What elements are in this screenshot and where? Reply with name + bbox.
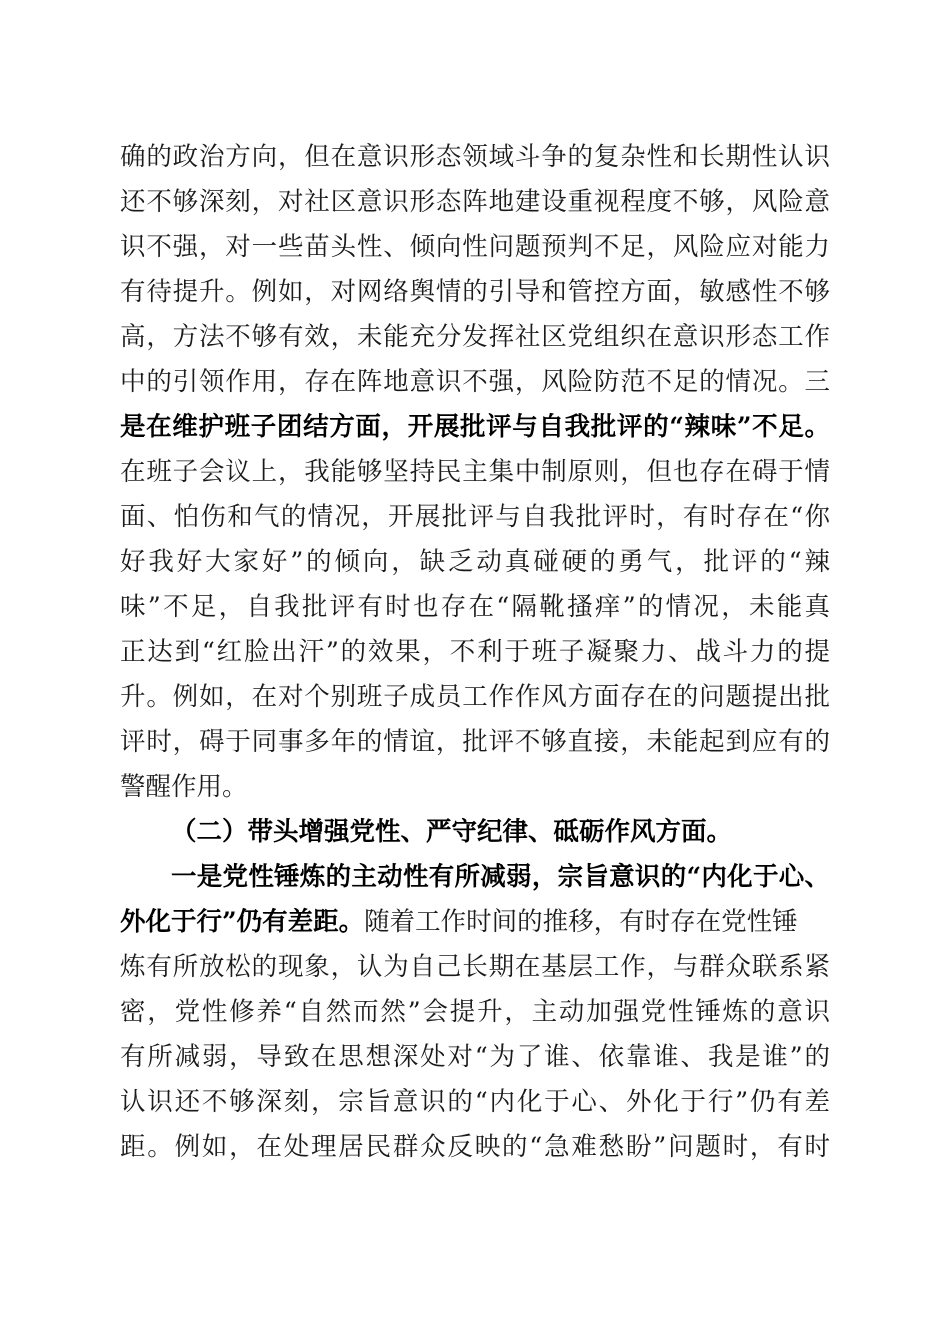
line-text: 炼有所放松的现象，认为自己长期在基层工作，与群众联系紧 — [120, 952, 831, 982]
line-continuation: 随着工作时间的推移，有时存在党性锤 — [364, 907, 798, 937]
text-line — [120, 1080, 830, 1125]
bold-lead-phrase: 外化于行”仍有差距。 — [120, 907, 365, 937]
text-line — [120, 990, 830, 1035]
section-heading — [120, 810, 830, 855]
line-text: 识不强，对一些苗头性、倾向性问题预判不足，风险应对能力 — [120, 232, 831, 262]
text-line — [120, 450, 830, 495]
text-line — [120, 675, 830, 720]
text-line — [120, 585, 833, 630]
bold-text-line — [120, 855, 830, 900]
text-line — [120, 1035, 830, 1080]
line-text: 好我好大家好”的倾向，缺乏动真碰硬的勇气，批评的“辣 — [120, 547, 833, 577]
line-text: 中的引领作用，存在阵地意识不强，风险防范不足的情况。三 — [120, 367, 831, 397]
text-line — [120, 1125, 830, 1170]
line-text: 面、怕伤和气的情况，开展批评与自我批评时，有时存在“你 — [120, 502, 832, 532]
text-line — [120, 270, 830, 315]
line-text: 还不够深刻，对社区意识形态阵地建设重视程度不够，风险意 — [120, 187, 831, 217]
text-line — [120, 180, 830, 225]
line-text: 在班子会议上，我能够坚持民主集中制原则，但也存在碍于情 — [120, 457, 831, 487]
line-text: 密，党性修养“自然而然”会提升，主动加强党性锤炼的意识 — [120, 997, 832, 1027]
text-line — [120, 135, 830, 180]
text-line — [120, 765, 830, 810]
line-text: 升。例如，在对个别班子成员工作作风方面存在的问题提出批 — [120, 682, 831, 712]
text-line — [120, 495, 830, 540]
line-text: 有所减弱，导致在思想深处对“为了谁、依靠谁、我是谁”的 — [120, 1042, 832, 1072]
text-line — [120, 540, 833, 585]
line-text: 评时，碍于同事多年的情谊，批评不够直接，未能起到应有的 — [120, 727, 831, 757]
line-text: （二）带头增强党性、严守纪律、砥砺作风方面。 — [171, 817, 733, 847]
line-text: 味”不足，自我批评有时也存在“隔靴搔痒”的情况，未能真 — [120, 592, 833, 622]
document-body — [120, 135, 833, 1170]
bold-text-line — [120, 405, 830, 450]
text-line — [120, 315, 830, 360]
line-text: 认识还不够深刻，宗旨意识的“内化于心、外化于行”仍有差 — [120, 1087, 832, 1117]
line-text: 是在维护班子团结方面，开展批评与自我批评的“辣味”不足。 — [120, 412, 831, 442]
line-text: 正达到“红脸出汗”的效果，不利于班子凝聚力、战斗力的提 — [120, 637, 832, 667]
line-text: 距。例如，在处理居民群众反映的“急难愁盼”问题时，有时 — [120, 1132, 832, 1162]
text-line — [120, 225, 830, 270]
line-text: 高，方法不够有效，未能充分发挥社区党组织在意识形态工作 — [120, 322, 831, 352]
text-line — [120, 945, 830, 990]
line-text: 有待提升。例如，对网络舆情的引导和管控方面，敏感性不够 — [120, 277, 831, 307]
line-text: 一是党性锤炼的主动性有所减弱，宗旨意识的“内化于心、 — [171, 862, 831, 892]
mixed-text-line — [120, 900, 830, 945]
text-line — [120, 720, 830, 765]
line-text: 警醒作用。 — [120, 772, 248, 802]
text-line — [120, 360, 830, 405]
text-line — [120, 630, 830, 675]
line-text: 确的政治方向，但在意识形态领域斗争的复杂性和长期性认识 — [120, 142, 831, 172]
